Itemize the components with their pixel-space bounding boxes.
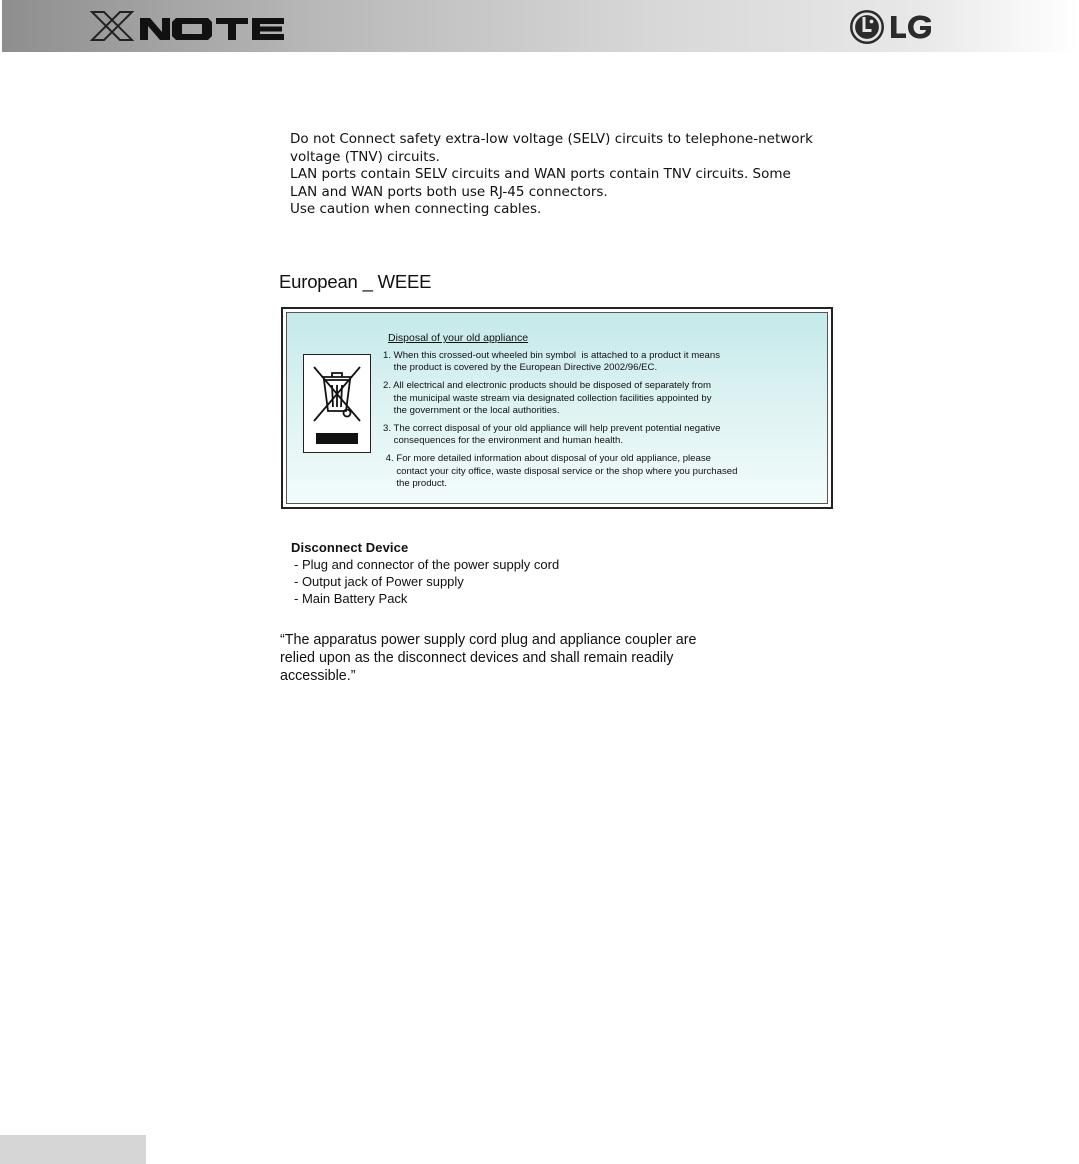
warning-line: Use caution when connecting cables. (290, 201, 542, 217)
xnote-logo (90, 8, 290, 44)
crossed-out-wheeled-bin-icon (310, 363, 364, 425)
weee-item: 2. All electrical and electronic products should be disposed of separately from the municipal waste stream via designated collection facilities appointed by the government or the local authorities. (383, 380, 712, 416)
weee-item: 4. For more detailed information about disposal of your old appliance, please contact your city office, waste disposal service or the shop where you purchased the product. (385, 453, 738, 489)
warning-line: Do not Connect safety extra-low voltage (SELV) circuits to telephone-network (290, 131, 813, 147)
page-header (2, 0, 1079, 52)
selv-tnv-warning (290, 131, 830, 219)
weee-item: 3. The correct disposal of your old appliance will help prevent potential negative consequences for the environment and human health. (383, 423, 721, 447)
weee-notice-panel (286, 312, 828, 504)
disconnect-device-item: - Output jack of Power supply (294, 574, 464, 589)
weee-title: Disposal of your old appliance (388, 332, 529, 344)
disconnect-device-item: - Main Battery Pack (294, 591, 408, 606)
warning-line: LAN and WAN ports both use RJ-45 connectors. (290, 183, 608, 200)
disconnect-device-item: - Plug and connector of the power supply cord (294, 557, 560, 572)
disconnect-device-title: Disconnect Device (291, 540, 409, 555)
quote-line: relied upon as the disconnect devices and shall remain readily (280, 650, 674, 666)
lg-logo (849, 8, 939, 46)
weee-notice-box (281, 307, 833, 509)
weee-item: 1. When this crossed-out wheeled bin symbol is attached to a product it means the product is covered by the European Directive 2002/96/EC. (383, 350, 721, 374)
quote-line: “The apparatus power supply cord plug and appliance coupler are (280, 632, 697, 648)
disconnect-device-section (291, 539, 559, 607)
disconnect-quote (280, 631, 740, 685)
quote-line: accessible.” (280, 668, 356, 684)
weee-black-bar (316, 433, 358, 444)
weee-heading: European _ WEEE (279, 271, 432, 292)
weee-list (383, 350, 813, 496)
weee-symbol-frame (303, 354, 371, 453)
page-footer-tab (0, 1135, 146, 1164)
warning-line: voltage (TNV) circuits. (290, 148, 440, 165)
warning-line: LAN ports contain SELV circuits and WAN ports contain TNV circuits. Some (290, 166, 791, 182)
